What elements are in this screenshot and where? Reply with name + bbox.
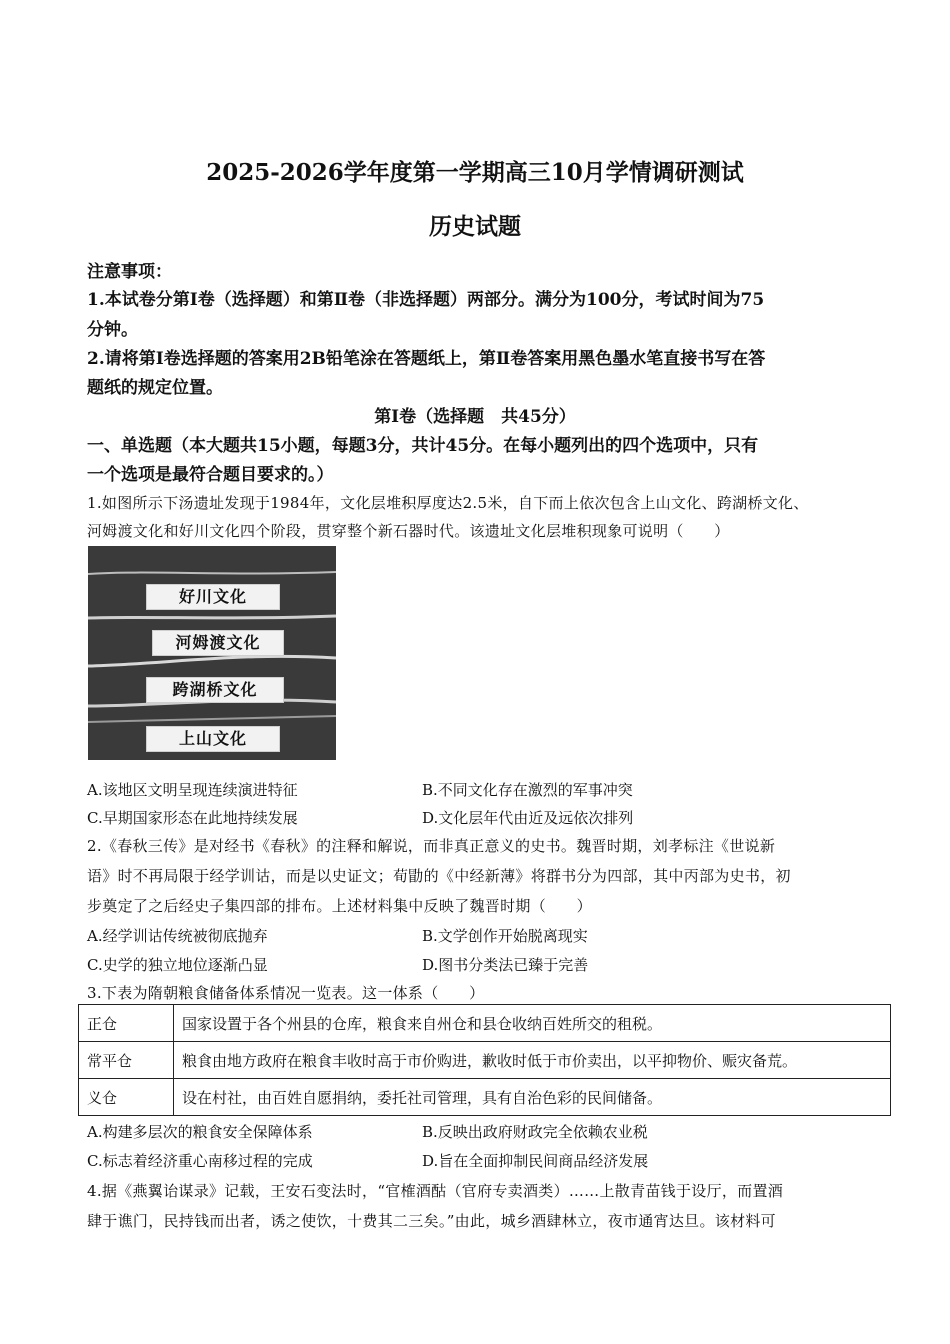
q2-option-d: D.图书分类法已臻于完善 — [422, 956, 589, 974]
strata-label-haochuan: 好川文化 — [146, 584, 280, 610]
q1-option-d: D.文化层年代由近及远依次排列 — [422, 809, 634, 827]
table-cell-desc: 设在村社，由百姓自愿捐纳，委托社司管理，具有自治色彩的民间储备。 — [174, 1079, 891, 1116]
q3-option-c: C.标志着经济重心南移过程的完成 — [87, 1152, 313, 1170]
section-title: 第Ⅰ卷（选择题 共45分） — [374, 407, 576, 427]
q1-stem-line-2: 河姆渡文化和好川文化四个阶段，贯穿整个新石器时代。该遗址文化层堆积现象可说明（ ） — [87, 522, 730, 540]
q1-option-a: A.该地区文明呈现连续演进特征 — [87, 781, 298, 799]
subject-title: 历史试题 — [429, 213, 521, 240]
q3-option-b: B.反映出政府财政完全依赖农业税 — [422, 1123, 648, 1141]
q3-option-d: D.旨在全面抑制民间商品经济发展 — [422, 1152, 649, 1170]
table-cell-desc: 国家设置于各个州县的仓库，粮食来自州仓和县仓收纳百姓所交的租税。 — [174, 1005, 891, 1042]
q1-option-c: C.早期国家形态在此地持续发展 — [87, 809, 298, 827]
exam-title: 2025-2026学年度第一学期高三10月学情调研测试 — [206, 159, 744, 186]
q3-stem-line-1: 3.下表为隋朝粮食储备体系情况一览表。这一体系（ ） — [87, 984, 485, 1002]
q2-stem-line-2: 语》时不再局限于经学训诂，而是以史证文；荀勖的《中经新薄》将群书分为四部，其中丙部为史书，初 — [87, 867, 791, 885]
notice-item-1-line-1: 1.本试卷分第Ⅰ卷（选择题）和第Ⅱ卷（非选择题）两部分。满分为100分，考试时间为75 — [87, 290, 765, 310]
strata-label-shangshan: 上山文化 — [146, 726, 280, 752]
table-cell-name: 常平仓 — [79, 1042, 174, 1079]
strata-label-kuahuqiao: 跨湖桥文化 — [146, 677, 284, 703]
table-cell-desc: 粮食由地方政府在粮食丰收时高于市价购进，歉收时低于市价卖出，以平抑物价、赈灾备荒。 — [174, 1042, 891, 1079]
strata-label-hemudu: 河姆渡文化 — [152, 630, 284, 656]
q1-strata-figure — [88, 546, 336, 760]
q4-stem-line-2: 肆于谯门，民持钱而出者，诱之使饮，十费其二三矣。”由此，城乡酒肆林立，夜市通宵达旦。该材料可 — [87, 1212, 776, 1230]
q2-option-b: B.文学创作开始脱离现实 — [422, 927, 588, 945]
section-instruction-line-2: 一个选项是最符合题目要求的。） — [87, 465, 334, 485]
table-row — [79, 1079, 891, 1116]
q4-stem-line-1: 4.据《燕翼诒谋录》记载，王安石变法时，“官榷酒酤（官府专卖酒类）……上散青苗钱于设厅，而置酒 — [87, 1182, 784, 1200]
notice-item-1-line-2: 分钟。 — [87, 320, 138, 340]
table-row — [79, 1005, 891, 1042]
q2-stem-line-3: 步奠定了之后经史子集四部的排布。上述材料集中反映了魏晋时期（ ） — [87, 897, 592, 915]
table-row — [79, 1042, 891, 1079]
table-cell-name: 义仓 — [79, 1079, 174, 1116]
table-cell-name: 正仓 — [79, 1005, 174, 1042]
notice-heading: 注意事项： — [87, 262, 172, 282]
q2-stem-line-1: 2.《春秋三传》是对经书《春秋》的注释和解说，而非真正意义的史书。魏晋时期，刘孝标注《世说新 — [87, 837, 776, 855]
notice-item-2-line-1: 2.请将第Ⅰ卷选择题的答案用2B铅笔涂在答题纸上，第Ⅱ卷答案用黑色墨水笔直接书写在答 — [87, 349, 766, 369]
q2-option-a: A.经学训诂传统被彻底抛弃 — [87, 927, 268, 945]
notice-item-2-line-2: 题纸的规定位置。 — [87, 378, 223, 398]
section-instruction-line-1: 一、单选题（本大题共15小题，每题3分，共计45分。在每小题列出的四个选项中，只有 — [87, 436, 759, 456]
q1-option-b: B.不同文化存在激烈的军事冲突 — [422, 781, 633, 799]
q3-granary-table — [78, 1004, 891, 1116]
q2-option-c: C.史学的独立地位逐渐凸显 — [87, 956, 268, 974]
q3-option-a: A.构建多层次的粮食安全保障体系 — [87, 1123, 313, 1141]
q1-stem-line-1: 1.如图所示下汤遗址发现于1984年，文化层堆积厚度达2.5米，自下而上依次包含上山文化、跨湖桥文化、 — [87, 494, 809, 512]
